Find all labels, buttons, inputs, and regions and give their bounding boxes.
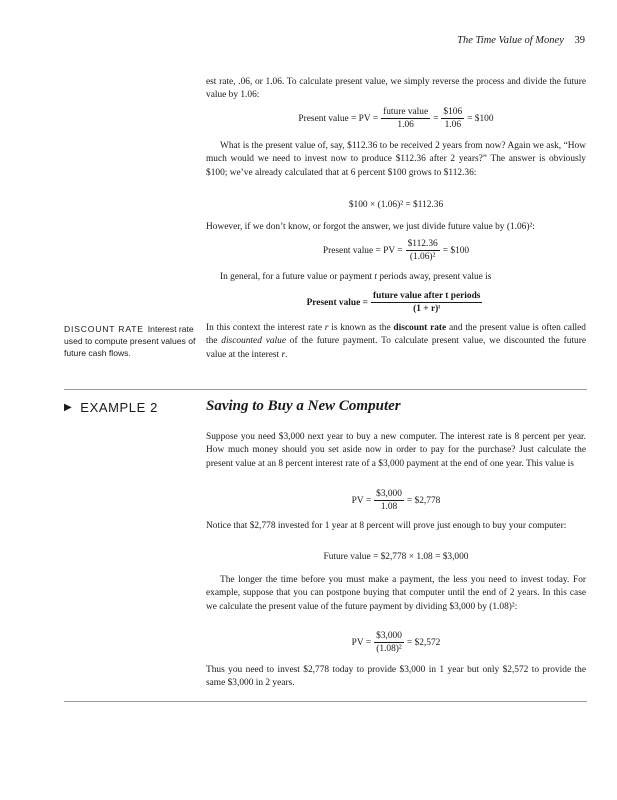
equation-pv-1 [206,106,586,131]
text-run: periods away, present value is [376,272,492,282]
paragraph-1-text: est rate, .06, or 1.06. To calculate present value, we simply reverse the process and divide the future value by 1.06: [206,77,586,101]
equation-lhs: Present value = [306,297,368,308]
denominator: (1 + r)ᵗ [413,304,441,314]
page-number: 39 [574,35,585,46]
fraction [441,106,464,131]
paragraph-2-text: What is the present value of, say, $112.36 to be received 2 years from now? Again we ask, “How much would we need to invest now to produce $112.36 after 2 years?” The answer is obviously $100; we’ve already calculated that at 6 percent $100 grows to $112.36: [206,141,586,178]
text-run-italic: t [374,272,377,282]
text-run: In general, for a future value or payment [220,272,375,282]
fraction [371,290,482,315]
equation-general-pv [206,290,586,315]
fraction [406,238,440,263]
text-run: . [285,349,288,360]
example-paragraph-4 [206,664,586,691]
text-run: of the future payment. To calculate present value, we discounted the future value at the interest [206,336,586,360]
equation-lhs: Present value = PV = [298,113,379,124]
text-run-italic: r [324,323,329,333]
fraction [374,488,404,513]
paragraph-4 [206,271,586,284]
section-divider [64,389,587,390]
denominator: 1.08 [380,502,398,512]
margin-definition-text: Interest rate used to compute present values of future cash flows. [64,324,196,358]
example-equation-2 [206,552,586,562]
margin-term: DISCOUNT RATE [64,324,144,334]
denominator: (1.08)² [376,644,402,654]
equation-rhs: = $100 [442,245,470,256]
section-divider [64,701,587,702]
paragraph-4-text [206,271,586,284]
fraction [374,630,404,655]
fraction [381,106,430,131]
example-paragraph-3 [206,574,586,614]
paragraph-3 [206,221,586,234]
equation-lhs: PV = [351,637,372,648]
example-paragraph-3-text: The longer the time before you must make a payment, the less you need to invest today. For example, suppose that you can postpone buying that computer until the end of 2 years. In this case we calculate the present value of the future payment by dividing $3,000 by (1.08)²: [206,575,586,612]
example-label [64,400,158,415]
denominator: 1.06 [444,120,461,130]
text-run: In this context the interest rate [206,323,325,333]
triangle-right-icon: ▶ [64,402,73,413]
example-number: EXAMPLE 2 [80,400,158,415]
example-equation-3 [206,630,586,655]
margin-definition [64,323,196,359]
numerator: future value [383,107,429,117]
example-paragraph-1 [206,431,586,471]
running-header [457,35,585,46]
denominator: (1.06)² [409,252,436,262]
numerator: $106 [443,107,463,117]
equals-sign: = [433,113,439,124]
example-title: Saving to Buy a New Computer [206,398,401,414]
example-paragraph-2-text: Notice that $2,778 invested for 1 year at 8 percent will prove just enough to buy your computer: [206,521,567,531]
paragraph-5 [206,322,586,362]
paragraph-5-text [206,322,586,362]
paragraph-2 [206,140,586,180]
equation-lhs: PV = [351,495,372,506]
equation-rhs: = $100 [467,113,494,124]
equation-text: $100 × (1.06)² = $112.36 [348,200,444,210]
equation-pv-2 [206,238,586,263]
example-equation-1 [206,488,586,513]
equation-growth [206,200,586,210]
example-paragraph-4-text: Thus you need to invest $2,778 today to provide $3,000 in 1 year but only $2,572 to provide the same $3,000 in 2 years. [206,665,586,689]
numerator: $112.36 [407,239,438,249]
paragraph-3-text: However, if we don’t know, or forgot the answer, we just divide future value by (1.06)²: [206,222,535,232]
equation-lhs: Present value = PV = [322,245,403,256]
example-paragraph-2 [206,520,586,533]
text-run-italic: discounted value [221,336,286,347]
numerator: $3,000 [376,631,402,641]
example-paragraph-1-text: Suppose you need $3,000 next year to buy a new computer. The interest rate is 8 percent per year. How much money should you set aside now in order to pay for the purchase? Just calculate the present value at an 8 percent interest rate of a $3,000 payment at the end of one year. This value is [206,432,586,469]
numerator: future value after t periods [372,291,481,301]
equation-rhs: = $2,572 [406,637,441,648]
key-term: discount rate [393,323,447,333]
numerator: $3,000 [376,489,402,499]
text-run: and the present value is often called the [206,323,586,347]
chapter-title: The Time Value of Money [457,35,564,46]
denominator: 1.06 [397,120,414,130]
paragraph-1 [206,76,586,103]
text-run-italic: r [281,349,286,360]
equation-text: Future value = $2,778 × 1.08 = $3,000 [323,552,469,562]
text-run: is known as the [328,323,394,333]
equation-rhs: = $2,778 [406,495,441,506]
